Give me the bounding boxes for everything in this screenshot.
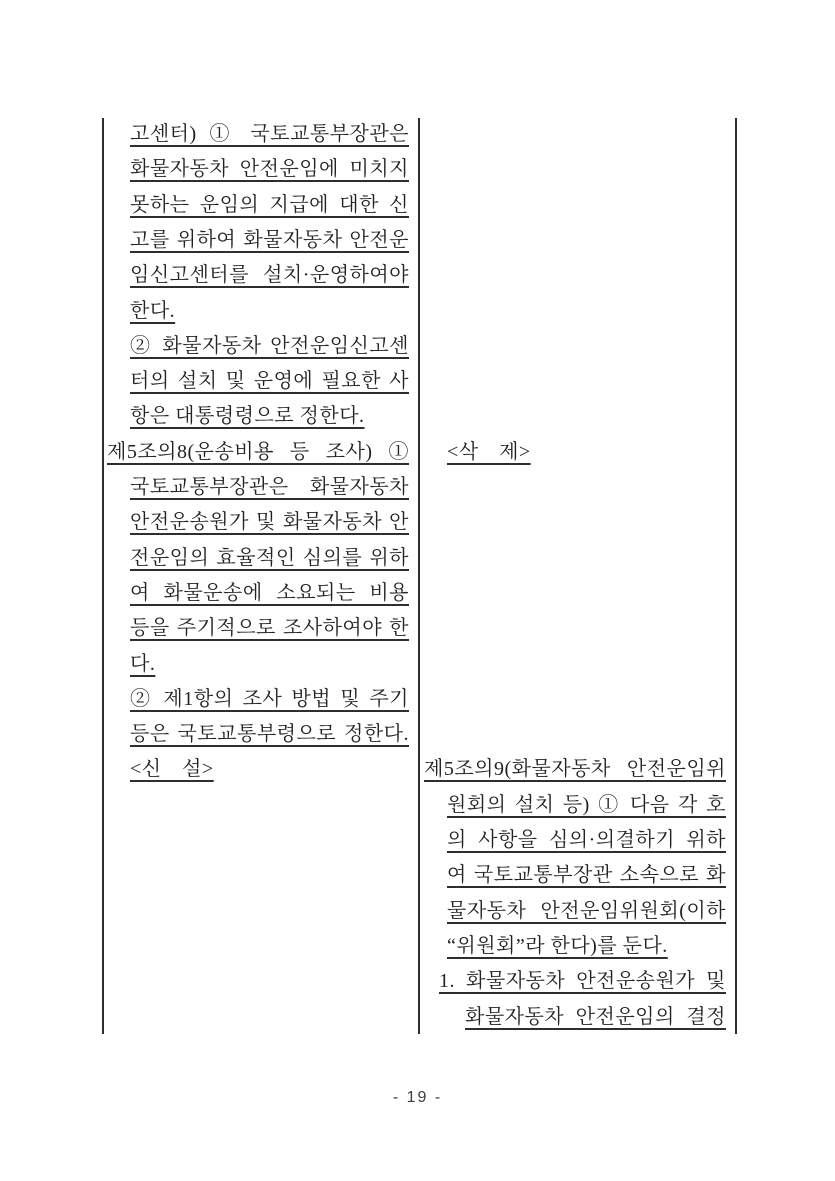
table-border-right: [735, 118, 737, 1034]
text-line: 못하는 운임의 지급에 대한 신: [130, 193, 409, 216]
text-line: <삭 제>: [447, 440, 531, 463]
text-line: 국토교통부장관은 화물자동차: [130, 476, 409, 498]
text-line: ② 제1항의 조사 방법 및 주기: [130, 687, 409, 710]
text-line: ② 화물자동차 안전운임신고센: [130, 334, 409, 357]
text-line: 1. 화물자동차 안전운송원가 및: [439, 970, 726, 993]
text-line: 물자동차 안전운임위원회(이하: [447, 899, 726, 922]
text-line: 임신고센터를 설치·운영하여야: [130, 264, 409, 287]
text-line: 여 화물운송에 소요되는 비용: [130, 581, 409, 604]
table-border-left: [102, 118, 104, 1034]
table-column-left: [107, 118, 409, 1034]
text-line: 다.: [130, 652, 156, 675]
text-line: “위원회”라 한다)를 둔다.: [447, 934, 668, 957]
text-line: 의 사항을 심의·의결하기 위하: [447, 829, 726, 851]
text-line: 여 국토교통부장관 소속으로 화: [447, 864, 726, 887]
text-line: 한다.: [130, 299, 176, 322]
table-column-right: [424, 118, 726, 1034]
text-line: 화물자동차 안전운임에 미치지: [130, 158, 409, 181]
text-line: <신 설>: [130, 758, 214, 781]
text-line: 항은 대통령령으로 정한다.: [130, 405, 365, 428]
page-number: - 19 -: [392, 1089, 443, 1106]
text-line: 안전운송원가 및 화물자동차 안: [130, 511, 409, 534]
text-line: 터의 설치 및 운영에 필요한 사: [130, 370, 409, 393]
text-line: 화물자동차 안전운임의 결정: [465, 1005, 726, 1028]
text-line: 전운임의 효율적인 심의를 위하: [130, 546, 409, 569]
text-line: 고를 위하여 화물자동차 안전운: [130, 228, 409, 251]
text-line: 고센터) ① 국토교통부장관은: [130, 123, 409, 145]
text-line: 원회의 설치 등) ① 다음 각 호: [447, 793, 726, 816]
text-line: 등은 국토교통부령으로 정한다.: [130, 723, 409, 746]
table-border-middle: [418, 118, 420, 1034]
text-line: 등을 주기적으로 조사하여야 한: [130, 617, 409, 640]
text-line: 제5조의8(운송비용 등 조사) ①: [107, 440, 409, 463]
text-line: 제5조의9(화물자동차 안전운임위: [424, 758, 726, 781]
